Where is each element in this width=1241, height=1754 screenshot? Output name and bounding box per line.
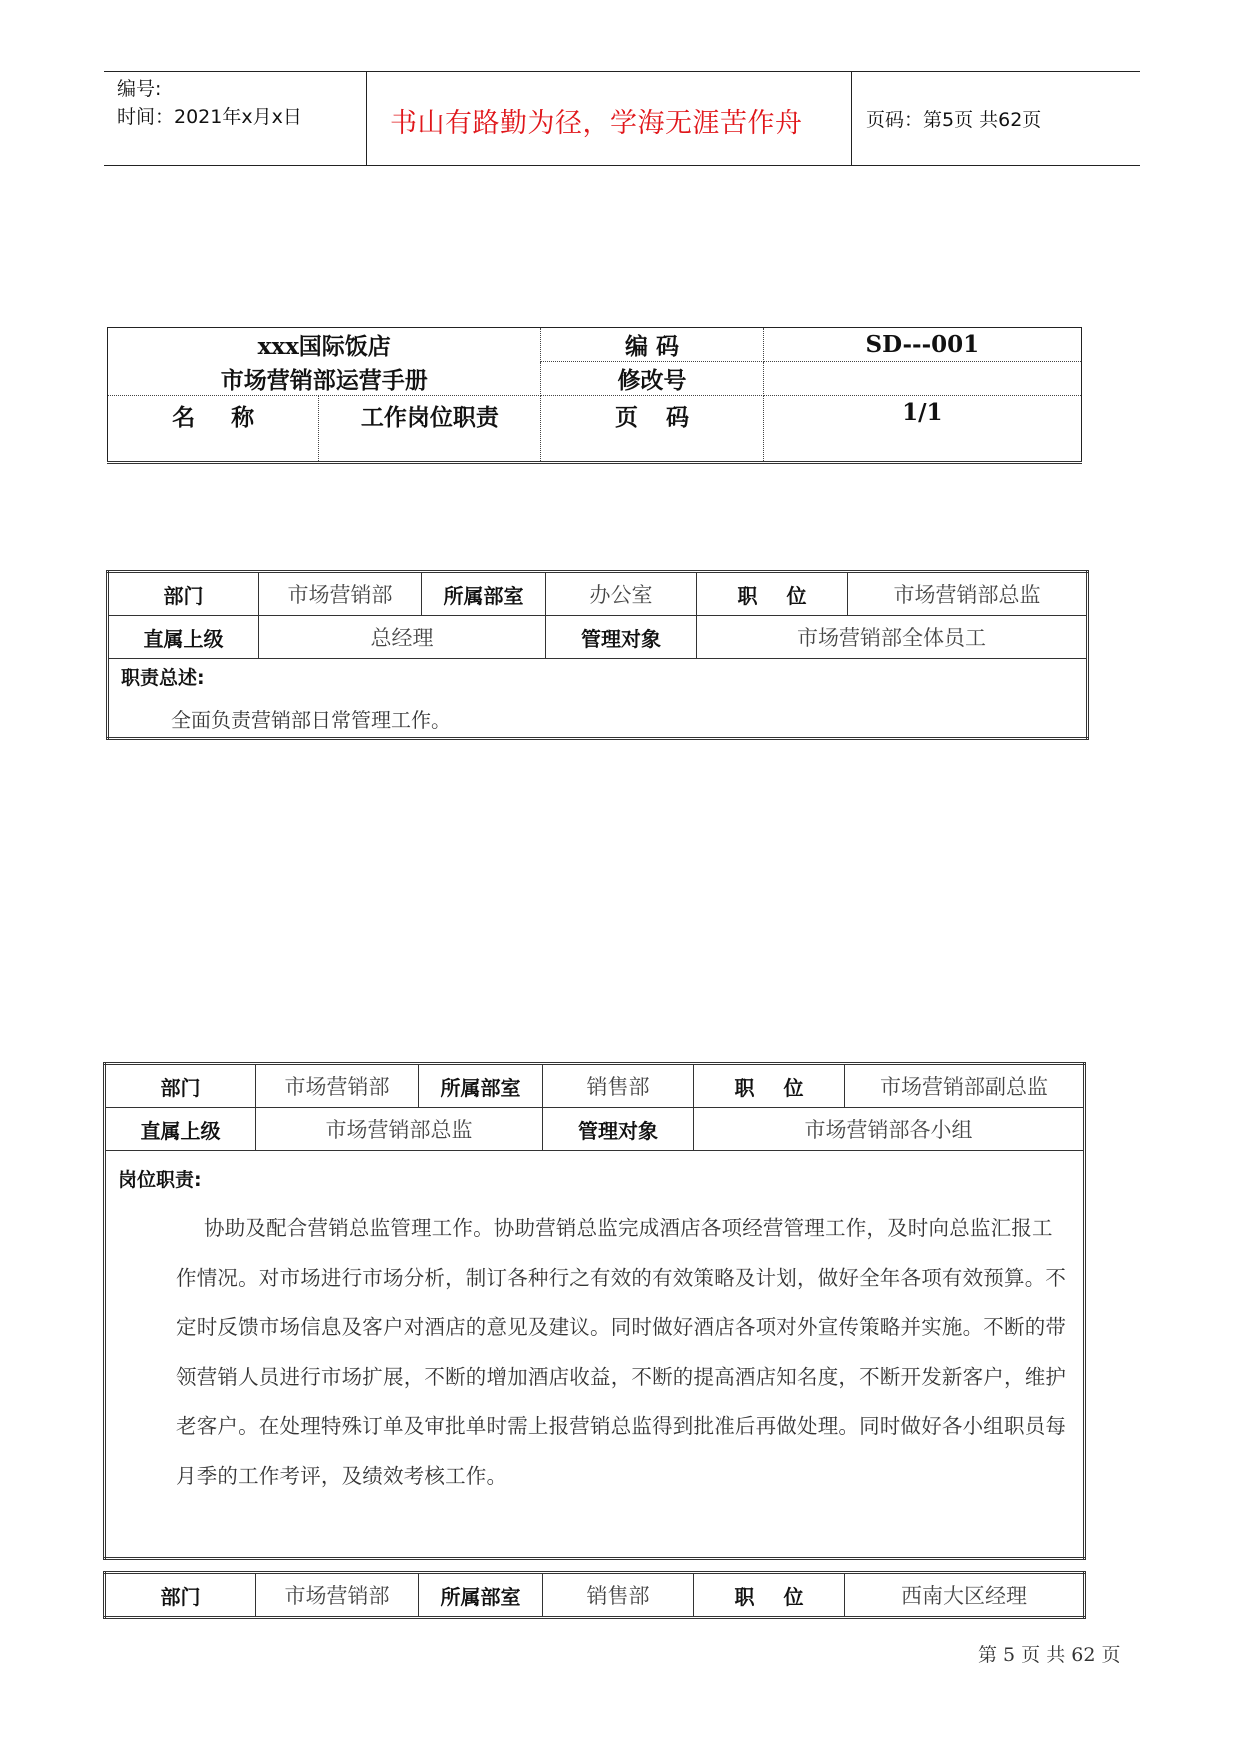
revision-label: 修改号 (541, 362, 763, 396)
duty-summary-cell (108, 659, 1088, 739)
header-bottom-rule (104, 165, 1140, 166)
page-value: 1/1 (902, 399, 943, 426)
office-label: 所属部室 (419, 1573, 543, 1618)
job-duties-label: 岗位职责: (118, 1169, 202, 1191)
dept-label: 部门 (105, 1064, 256, 1108)
header-top-rule (104, 71, 1140, 72)
superior-value: 总经理 (259, 616, 546, 659)
office-label: 所属部室 (419, 1064, 543, 1108)
superior-label: 直属上级 (108, 616, 259, 659)
position-label: 职 位 (697, 572, 848, 616)
position-value: 西南大区经理 (845, 1573, 1085, 1618)
footer-page-number: 第 5 页 共 62 页 (978, 1644, 1121, 1666)
managed-label: 管理对象 (543, 1108, 694, 1151)
dept-value: 市场营销部 (256, 1573, 419, 1618)
position-label: 职 位 (694, 1573, 845, 1618)
name-value: 工作岗位职责 (319, 396, 541, 463)
position-value: 市场营销部副总监 (845, 1064, 1085, 1108)
manual-title-line2: 市场营销部运营手册 (108, 362, 541, 396)
job-duties-text: 协助及配合营销总监管理工作。协助营销总监完成酒店各项经营管理工作，及时向总监汇报工作情况。对市场进行市场分析，制订各种行之有效的有效策略及计划，做好全年各项有效预算。不定时反馈市场信息及客户对酒店的意见及建议。同时做好酒店各项对外宣传策略并实施。不断的带领营销人员进行市场扩展，不断的增加酒店收益，不断的提高酒店知名度，不断开发新客户，维护老客户。在处理特殊订单及审批单时需上报营销总监得到批准后再做处理。同时做好各小组职员每月季的工作考评，及绩效考核工作。 (176, 1216, 1067, 1488)
office-value: 销售部 (543, 1573, 694, 1618)
office-value: 销售部 (543, 1064, 694, 1108)
dept-label: 部门 (105, 1573, 256, 1618)
office-value: 办公室 (546, 572, 697, 616)
duty-summary-label: 职责总述: (121, 667, 205, 689)
time-label: 时间：2021年x月x日 (117, 106, 302, 128)
header-motto: 书山有路勤为径，学海无涯苦作舟 (390, 108, 803, 139)
duty-summary-text: 全面负责营销部日常管理工作。 (171, 708, 451, 732)
dept-label: 部门 (108, 572, 259, 616)
superior-value: 市场营销部总监 (256, 1108, 543, 1151)
name-label: 名 称 (108, 396, 319, 463)
managed-value: 市场营销部全体员工 (697, 616, 1088, 659)
position-value: 市场营销部总监 (848, 572, 1088, 616)
job-duties-cell (105, 1151, 1085, 1559)
job-table-director (106, 570, 1089, 740)
job-table-regional-manager (103, 1571, 1086, 1619)
superior-label: 直属上级 (105, 1108, 256, 1151)
position-label: 职 位 (694, 1064, 845, 1108)
managed-label: 管理对象 (546, 616, 697, 659)
serial-label: 编号: (117, 78, 162, 100)
dept-value: 市场营销部 (256, 1064, 419, 1108)
header-divider-left (366, 71, 367, 166)
code-label: 编 码 (541, 328, 763, 362)
page-label: 页 码 (541, 396, 763, 463)
manual-info-table (107, 327, 1082, 464)
code-value: SD---001 (763, 328, 1081, 362)
page-code: 页码：第5页 共62页 (866, 109, 1042, 131)
office-label: 所属部室 (422, 572, 546, 616)
managed-value: 市场营销部各小组 (694, 1108, 1085, 1151)
dept-value: 市场营销部 (259, 572, 422, 616)
revision-value (763, 362, 1081, 396)
job-table-deputy-director (103, 1062, 1086, 1560)
manual-title-line1: xxx国际饭店 (108, 328, 541, 362)
header-divider-right (851, 71, 852, 166)
